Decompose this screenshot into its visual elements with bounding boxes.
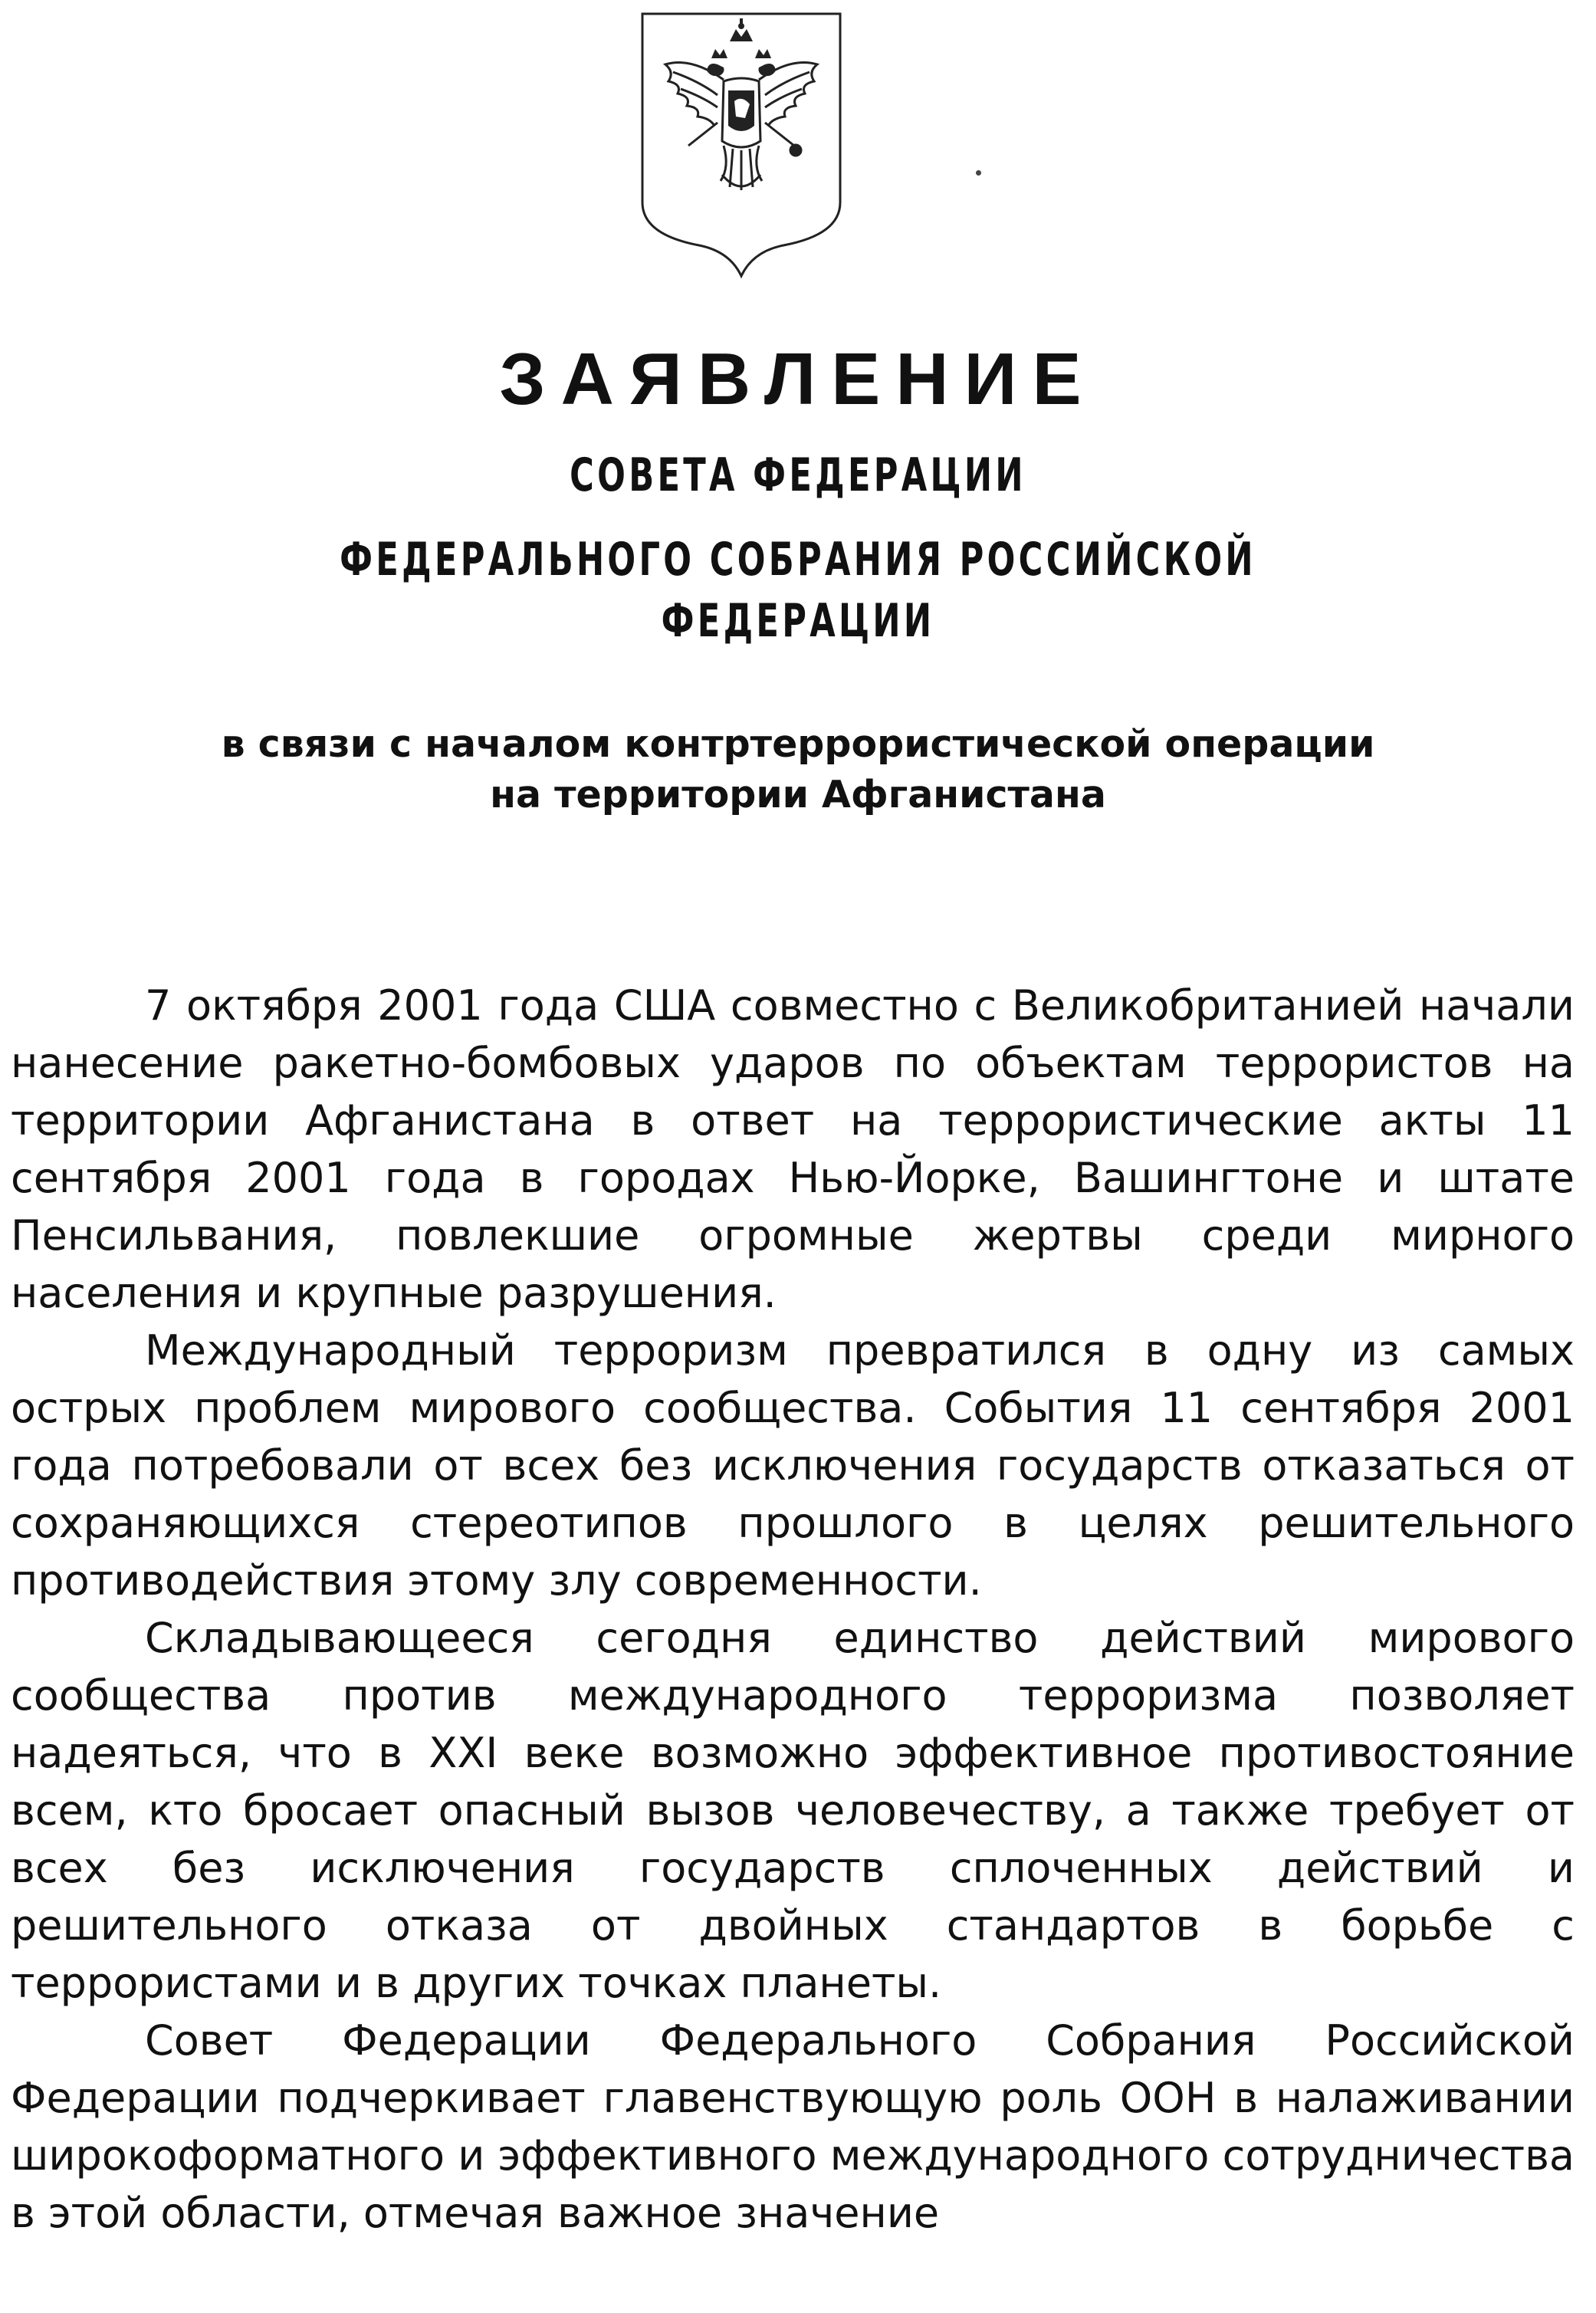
document-body bbox=[11, 977, 1575, 2242]
document-title: ЗАЯВЛЕНИЕ bbox=[499, 338, 1097, 420]
coat-of-arms-icon bbox=[638, 11, 845, 279]
scan-speck bbox=[976, 170, 981, 176]
body-paragraph: Международный терроризм превратился в одну из самых острых проблем мирового сообщества. События 11 сентября 2001 года потребовали от всех без исключения государств отказаться от сохраняющихся стереотипов прошлого в целях решительного противодействия этому злу современности. bbox=[11, 1326, 1575, 1605]
body-paragraph: Складывающееся сегодня единство действий мирового сообщества против международного терроризма позволяет надеяться, что в XXI веке возможно эффективное противостояние всем, кто бросает опасный вызов человечеству, а также требует от всех без исключения государств сплоченных действий и решительного отказа от двойных стандартов в борьбе с террористами и в других точках планеты. bbox=[11, 1614, 1575, 2007]
document-subtitle-line1: СОВЕТА ФЕДЕРАЦИИ bbox=[570, 448, 1026, 502]
body-paragraph: 7 октября 2001 года США совместно с Великобританией начали нанесение ракетно-бомбовых ударов по объектам террористов на территории Афганистана в ответ на террористические акты 11 сентября 2001 года в городах Нью-Йорке, Вашингтоне и штате Пенсильвания, повлекшие огромные жертвы среди мирного населения и крупные разрушения. bbox=[11, 981, 1575, 1317]
subject-line2: на территории Афганистана bbox=[490, 773, 1106, 816]
document-subject bbox=[0, 719, 1596, 820]
body-paragraph: Совет Федерации Федерального Собрания Российской Федерации подчеркивает главенствующую роль ООН в налаживании широкоформатного и эффективного международного сотрудничества в этой области, отмечая важное значение bbox=[11, 2016, 1575, 2237]
subject-line1: в связи с началом контртеррористической операции bbox=[221, 722, 1375, 766]
document-subtitle-line2: ФЕДЕРАЛЬНОГО СОБРАНИЯ РОССИЙСКОЙ ФЕДЕРАЦИИ bbox=[340, 533, 1256, 648]
